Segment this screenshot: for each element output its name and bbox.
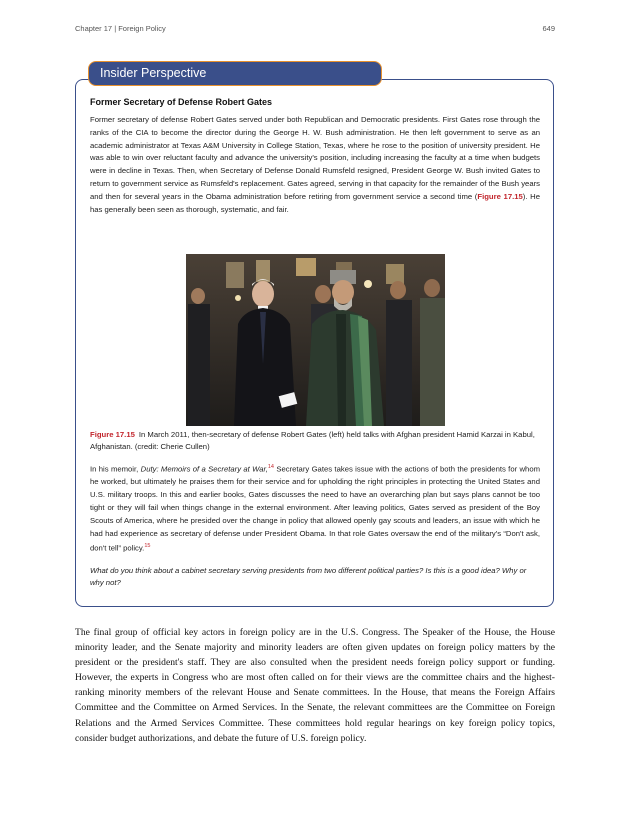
chapter-title: Chapter 17 | Foreign Policy [75,24,166,33]
para2-text-b: Secretary Gates takes issue with the actions of both the presidents for whom he worked, but ultimately he praises them for their service and for upholding the right principles in protecting the United States and U.S. military troops. In this and earlier books, Gates discusses the need to have an overarching plan but says plans cannot be too tight or they will fail when things change in the external environment. After leaving politics, Gates served as president of the Boy Scouts of America, where he presided over the change in policy that allowed openly gay scouts and leaders, an issue with which he had had experience as secretary of defense under President Obama. In that role Gates oversaw the end of the military's “Don't ask, don't tell” policy. [90,464,541,553]
body-paragraph: The final group of official key actors in foreign policy are in the U.S. Congress. The Speaker of the House, the House minority leader, and the Senate majority and minority leaders are often given updates on foreign policy matters by the president or the president's staff. They are also consulted when the president needs foreign policy support or funding. However, the experts in Congress who are most often called on for their views are the committee chairs and the highest-ranking minority members of the relevant House and Senate committees. In the House, that means the Foreign Affairs Committee and the Committee on Armed Services. In the Senate, the relevant committees are the Committee on Foreign Relations and the Armed Services Committee. These committees hold regular hearings on key foreign policy topics, consider budget authorizations, and debate the future of U.S. foreign policy. [75,627,555,744]
page-header [75,24,555,33]
figure-caption-text: In March 2011, then-secretary of defense Robert Gates (left) held talks with Afghan president Hamid Karzai in Kabul, Afghanistan. (credit: Cherie Cullen) [90,430,535,451]
feature-subtitle: Former Secretary of Defense Robert Gates [90,97,273,107]
figure-label: Figure 17.15 [90,430,135,439]
para2-text-a: In his memoir, [90,464,141,474]
figure-link[interactable]: Figure 17.15 [477,191,523,201]
book-title: Duty: Memoirs of a Secretary at War, [140,464,268,474]
page-number: 649 [542,24,555,33]
feature-paragraph-2 [90,461,540,556]
feature-title: Insider Perspective [100,66,207,80]
para1-text-a: Former secretary of defense Robert Gates served under both Republican and Democratic presidents. First Gates rose through the ranks of the CIA to become the director during the George H. W. Bush administration. He then left government to serve as an academic administrator at Texas A&M University in College Station, Texas, where he rose to the position of university president. He was able to win over reluctant faculty and advance the university's position, including increasing the faculty at a time when budgets were in decline in Texas. Then, when Secretary of Defense Donald Rumsfeld resigned, President George W. Bush invited Gates to return to government service as Rumsfeld's replacement. Gates agreed, serving in that capacity for the remainder of the Bush years and then for several years in the Obama administration before retiring from government service a second time ( [90,115,540,201]
feature-paragraph-1 [90,114,540,216]
footnote-ref-15[interactable]: 15 [144,543,151,550]
photo-illustration [186,254,445,426]
para1-text-b: ). He has generally been seen as thorough, systematic, and fair. [90,191,540,214]
footnote-ref-14[interactable]: 14 [267,464,274,470]
discussion-question: What do you think about a cabinet secretary serving presidents from two different political parties? Is this is a good idea? Why or why not? [90,566,527,587]
figure-caption [90,429,540,452]
figure-photo [186,254,445,426]
feature-title-tab [88,61,382,86]
